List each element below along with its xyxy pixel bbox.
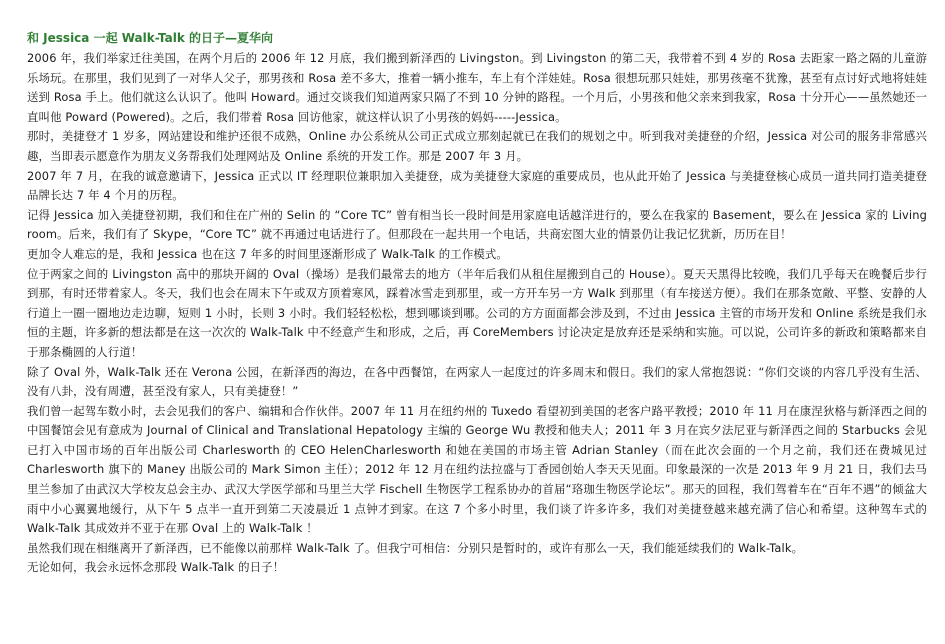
article-paragraph-1: 2006 年，我们举家迁往美国，在两个月后的 2006 年 12 月底，我们搬到新泽西的 Livingston。到 Livingston 的第二天，我带着不到 4 岁的 Rosa 去距家一路之隔的儿童游乐场玩。在那里，我们见到了一对华人父子，那男孩和 Rosa 差不多大，推着一辆小推车，车上有个洋娃娃。Rosa 很想玩那只娃娃，那男孩毫不犹豫，甚至有点讨好式地将娃娃送到 Rosa 手上。他们就这么认识了。他叫 Howard。通过交谈我们知道两家只隔了不到 10 分钟的路程。一个月后，小男孩和他父亲来到我家，Rosa 十分开心——虽然她还一直叫他 Poward (Powered)。之后，我们带着 Rosa 回访他家，就这样认识了小男孩的妈妈-----Jessica。 [27, 51, 927, 124]
article-paragraph-5: 更加令人难忘的是，我和 Jessica 也在这 7 年多的时间里逐渐形成了 Walk-Talk 的工作模式。 [27, 246, 508, 261]
article-paragraph-2: 那时，美捷登才 1 岁多，网站建设和维护还很不成熟，Online 办公系统从公司正式成立那刻起就已在我们的规划之中。听到我对美捷登的介绍，Jessica 对公司的服务非常感兴趣，当即表示愿意作为朋友义务帮我们处理网站及 Online 系统的开发工作。那是 2007 年 3 月。 [27, 129, 927, 163]
article-paragraph-3: 2007 年 7 月，在我的诚意邀请下，Jessica 正式以 IT 经理职位兼职加入美捷登，成为美捷登大家庭的重要成员，也从此开始了 Jessica 与美捷登核心成员一道共同打造美捷登品牌长达 7 年 4 个月的历程。 [27, 168, 927, 203]
article-paragraph-8: 我们曾一起驾车数小时，去会见我们的客户、编辑和合作伙伴。2007 年 11 月在纽约州的 Tuxedo 看望初到美国的老客户路平教授；2010 年 11 月在康涅狄格与新泽西之间的中国餐馆会见有意成为 Journal of Clinical and Translational Hepatology 主编的 George Wu 教授和他夫人；2011 年 3 月在宾夕法尼亚与新泽西之间的 Starbucks 会见已打入中国市场的百年出版公司 Charlesworth 的 CEO HelenCharlesworth 和她在美国的市场主管 Adrian Stanley（而在此次会面的一个月之前，我们还在费城见过 Charlesworth 旗下的 Maney 出版公司的 Mark Simon 主任）；2012 年 12 月在纽约法拉盛与丁香园创始人李天天见面。印象最深的一次是 2013 年 9 月 21 日，我们去马里兰参加了由武汉大学校友总会主办、武汉大学医学部和马里兰大学 Fischell 生物医学工程系协办的首届“珞珈生物医学论坛”。那天的回程，我们驾着车在“百年不遇”的倾盆大雨中小心翼翼地缓行，从下午 5 点半一直开到第二天凌晨近 1 点钟才到家。在这 7 个多小时里，我们谈了许多许多，我们对美捷登越来越充满了信心和希望。这种驾车式的 Walk-Talk 其成效并不亚于在那 Oval 上的 Walk-Talk ！ [27, 403, 927, 536]
article-paragraph-7: 除了 Oval 外，Walk-Talk 还在 Verona 公园，在新泽西的海边，在各中西餐馆，在两家人一起度过的许多周末和假日。我们的家人常抱怨说：“你们交谈的内容几乎没有生活、没有八卦，没有周遭，甚至没有家人，只有美捷登！” [27, 364, 927, 399]
article-title: 和 Jessica 一起 Walk-Talk 的日子—夏华向 [27, 31, 273, 45]
article-paragraph-6: 位于两家之间的 Livingston 高中的那块开阔的 Oval（操场）是我们最常去的地方（半年后我们从租住屋搬到自己的 House）。夏天天黑得比较晚，我们几乎每天在晚餐后步行到那，有时还带着家人。冬天，我们也会在周末下午或双方顶着寒风，踩着冰雪走到那里，或一方开车另一方 Walk 到那里（有车接送方便）。我们在那条宽敞、平整、安静的人行道上一圈一圈地边走边聊，短则 1 小时，长则 3 小时。我们轻轻松松，想到哪谈到哪。公司的方方面面都会涉及到，不过由 Jessica 主管的市场开发和 Online 系统是我们永恒的主题，许多新的想法都是在这一次次的 Walk-Talk 中不经意产生和形成，之后，再 CoreMembers 讨论决定是放弃还是采纳和实施。可以说，公司许多的新政和策略都来自于那条椭圆的人行道！ [27, 266, 927, 359]
article-paragraph-10: 无论如何，我会永远怀念那段 Walk-Talk 的日子！ [27, 560, 285, 575]
article-paragraph-9: 虽然我们现在相继离开了新泽西，已不能像以前那样 Walk-Talk 了。但我宁可相信：分别只是暂时的，或许有那么一天，我们能延续我们的 Walk-Talk。 [27, 540, 804, 555]
article-paragraph-4: 记得 Jessica 加入美捷登初期，我们和住在广州的 Selin 的 “Core TC” 曾有相当长一段时间是用家庭电话越洋进行的，要么在我家的 Basement，要么在 Jessica 家的 Living room。后来，我们有了 Skype，“Core TC” 就不再通过电话进行了。但那段在一起共用一个电话，共商宏图大业的情景仍让我记忆犹新，历历在目！ [27, 207, 927, 242]
